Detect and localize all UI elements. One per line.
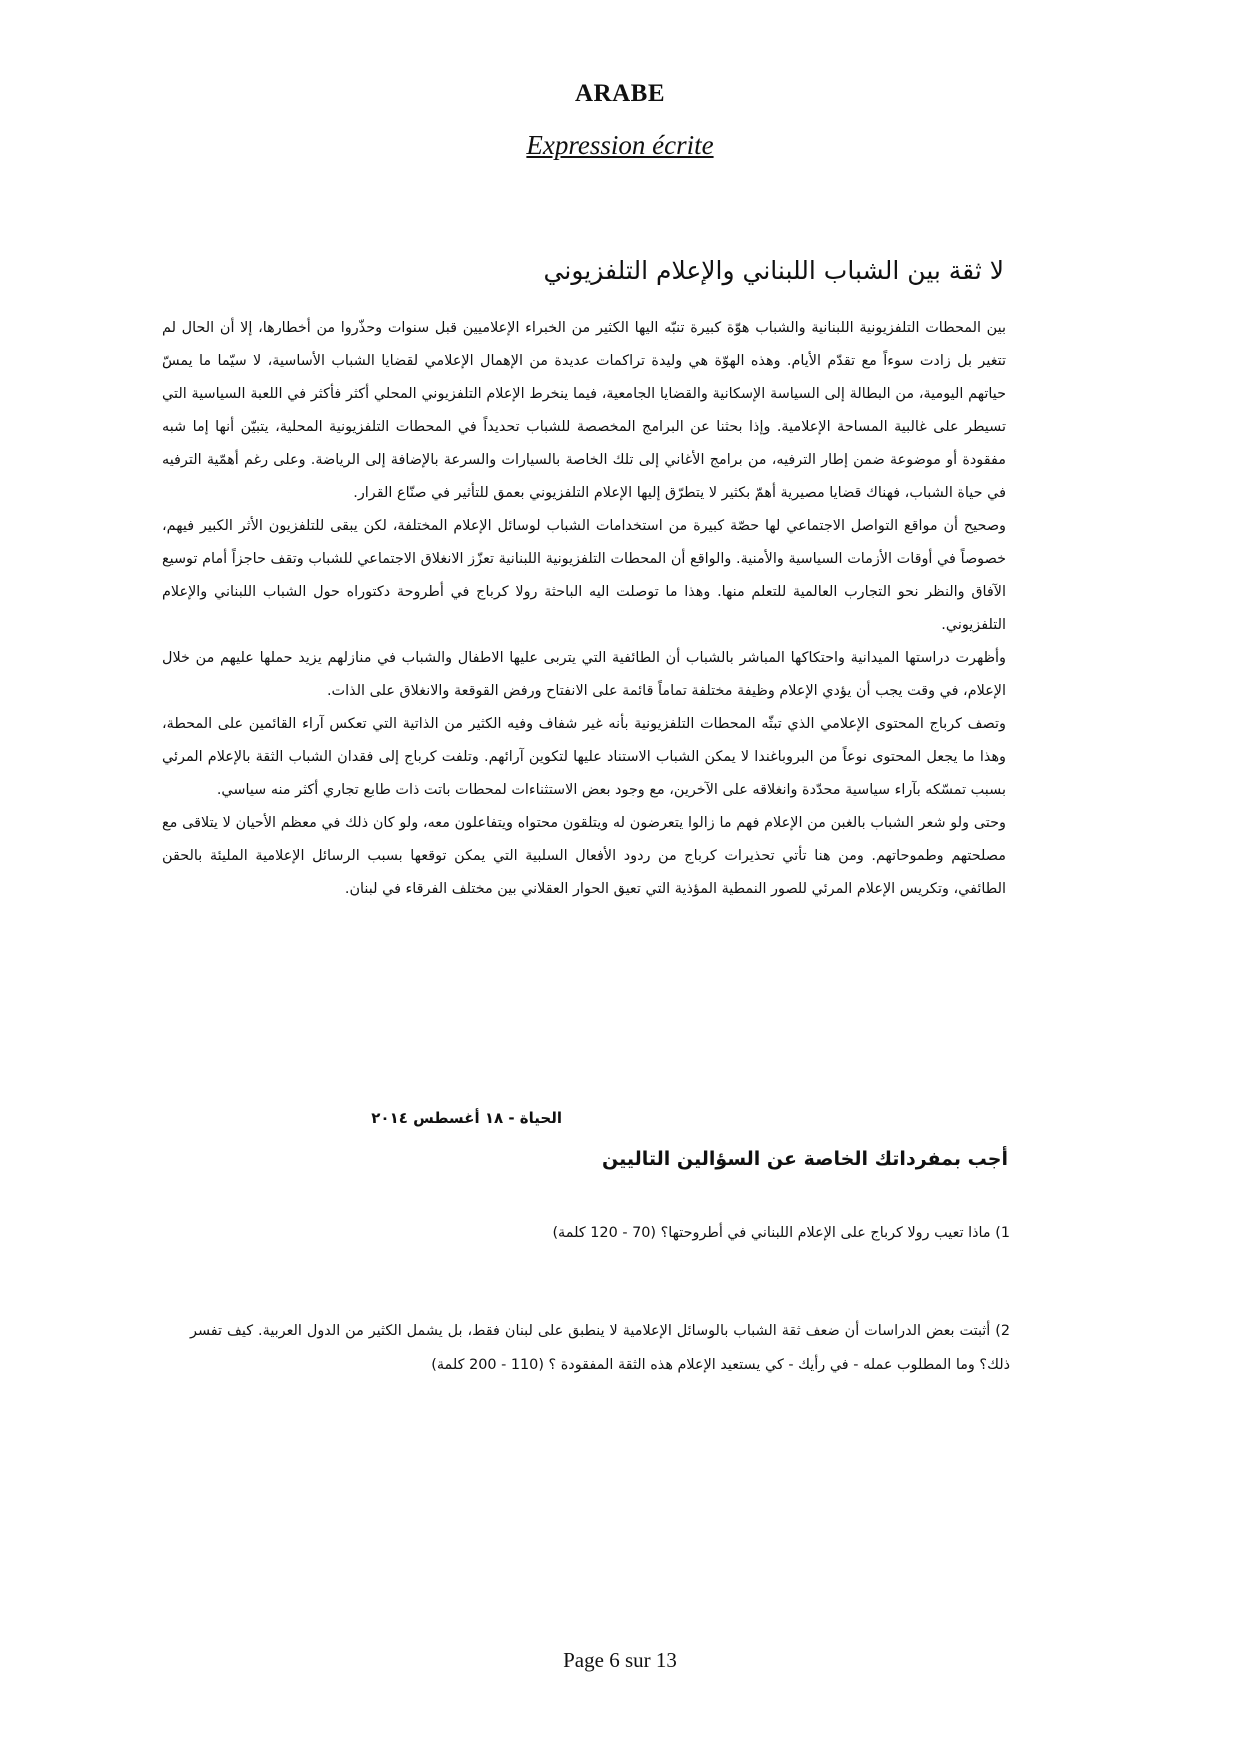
- article-paragraph: وصحيح أن مواقع التواصل الاجتماعي لها حصّة كبيرة من استخدامات الشباب لوسائل الإعلام المختلفة، لكن يبقى للتلفزيون الأثر الكبير فيهم، خصوصاً في أوقات الأزمات السياسية والأمنية. والواقع أن المحطات التلفزيونية اللبنانية تعزّز الانغلاق الاجتماعي للشباب وتقف حاجزاً أمام توسيع الآفاق والنظر نحو التجارب العالمية للتعلم منها. وهذا ما توصلت اليه الباحثة رولا كرباج في أطروحة دكتوراه حول الشباب اللبناني والإعلام التلفزيوني.: [162, 518, 1006, 633]
- article-paragraph: وتصف كرباج المحتوى الإعلامي الذي تبثّه المحطات التلفزيونية بأنه غير شفاف وفيه الكثير من الذاتية التي تعكس آراء القائمين على المحطة، وهذا ما يجعل المحتوى نوعاً من البروباغندا لا يمكن الشباب الاستناد عليها لتكوين آرائهم. وتلفت كرباج إلى فقدان الشباب الثقة بالإعلام المرئي بسبب تمسّكه بآراء سياسية محدّدة وانغلاقه على الآخرين، مع وجود بعض الاستثناءات لمحطات باتت ذات طابع تجاري أكثر منه سياسي.: [162, 716, 1006, 798]
- questions-heading: أجب بمفرداتك الخاصة عن السؤالين التاليين: [602, 1148, 1008, 1170]
- article-paragraph: وحتى ولو شعر الشباب بالغبن من الإعلام فهم ما زالوا يتعرضون له ويتلقون محتواه ويتفاعلون معه، ولو كان ذلك في معظم الأحيان لا يتلاقى مع مصلحتهم وطموحاتهم. ومن هنا تأتي تحذيرات كرباج من ردود الأفعال السلبية التي يمكن توقعها بسبب الرسائل الإعلامية المليئة بالحقن الطائفي، وتكريس الإعلام المرئي للصور النمطية المؤذية التي تعيق الحوار العقلاني بين مختلف الفرقاء في لبنان.: [162, 815, 1006, 897]
- page-number: Page 6 sur 13: [563, 1648, 677, 1672]
- question-text: 2) أثبتت بعض الدراسات أن ضعف ثقة الشباب بالوسائل الإعلامية لا ينطبق على لبنان فقط، بل يشمل الكثير من الدول العربية. كيف تفسر ذلك؟ وما المطلوب عمله - في رأيك - كي يستعيد الإعلام هذه الثقة المفقودة ؟ (110 - 200 كلمة): [190, 1323, 1010, 1373]
- subject-heading: ARABE: [574, 80, 665, 107]
- question-1: [190, 1216, 1010, 1250]
- article-source: الحياة - ١٨ أغسطس ٢٠١٤: [371, 1109, 562, 1127]
- article-paragraph: وأظهرت دراستها الميدانية واحتكاكها المباشر بالشباب أن الطائفية التي يتربى عليها الاطفال والشباب في منازلهم يزيد حملها عليهم من خلال الإعلام، في وقت يجب أن يؤدي الإعلام وظيفة مختلفة تماماً قائمة على الانفتاح ورفض القوقعة والانغلاق على الذات.: [162, 650, 1006, 699]
- question-text: 1) ماذا تعيب رولا كرباج على الإعلام اللبناني في أطروحتها؟ (70 - 120 كلمة): [552, 1225, 1010, 1241]
- section-subtitle: Expression écrite: [526, 130, 714, 160]
- article-body: [162, 312, 1006, 906]
- article-title: لا ثقة بين الشباب اللبناني والإعلام التلفزيوني: [543, 256, 1004, 285]
- question-2: [190, 1314, 1010, 1382]
- article-paragraph: بين المحطات التلفزيونية اللبنانية والشباب هوّة كبيرة تنبّه اليها الكثير من الخبراء الإعلاميين قبل سنوات وحذّروا من أخطارها، إلا أن الحال لم تتغير بل زادت سوءاً مع تقدّم الأيام. وهذه الهوّة هي وليدة تراكمات عديدة من الإهمال الإعلامي لقضايا الشباب الأساسية، لا سيّما ما يمسّ حياتهم اليومية، من البطالة إلى السياسة الإسكانية والقضايا الجامعية، فيما ينخرط الإعلام التلفزيوني المحلي أكثر فأكثر في اللعبة السياسية التي تسيطر على غالبية المساحة الإعلامية. وإذا بحثنا عن البرامج المخصصة للشباب تحديداً في المحطات التلفزيونية المحلية، يتبيّن أنها إما شبه مفقودة أو موضوعة ضمن إطار الترفيه، من برامج الأغاني إلى تلك الخاصة بالسيارات والسرعة بالإضافة إلى الرياضة. وعلى رغم أهمّية الترفيه في حياة الشباب، فهناك قضايا مصيرية أهمّ بكثير لا يتطرّق إليها الإعلام التلفزيوني بعمق للتأثير في صنّاع القرار.: [162, 320, 1006, 501]
